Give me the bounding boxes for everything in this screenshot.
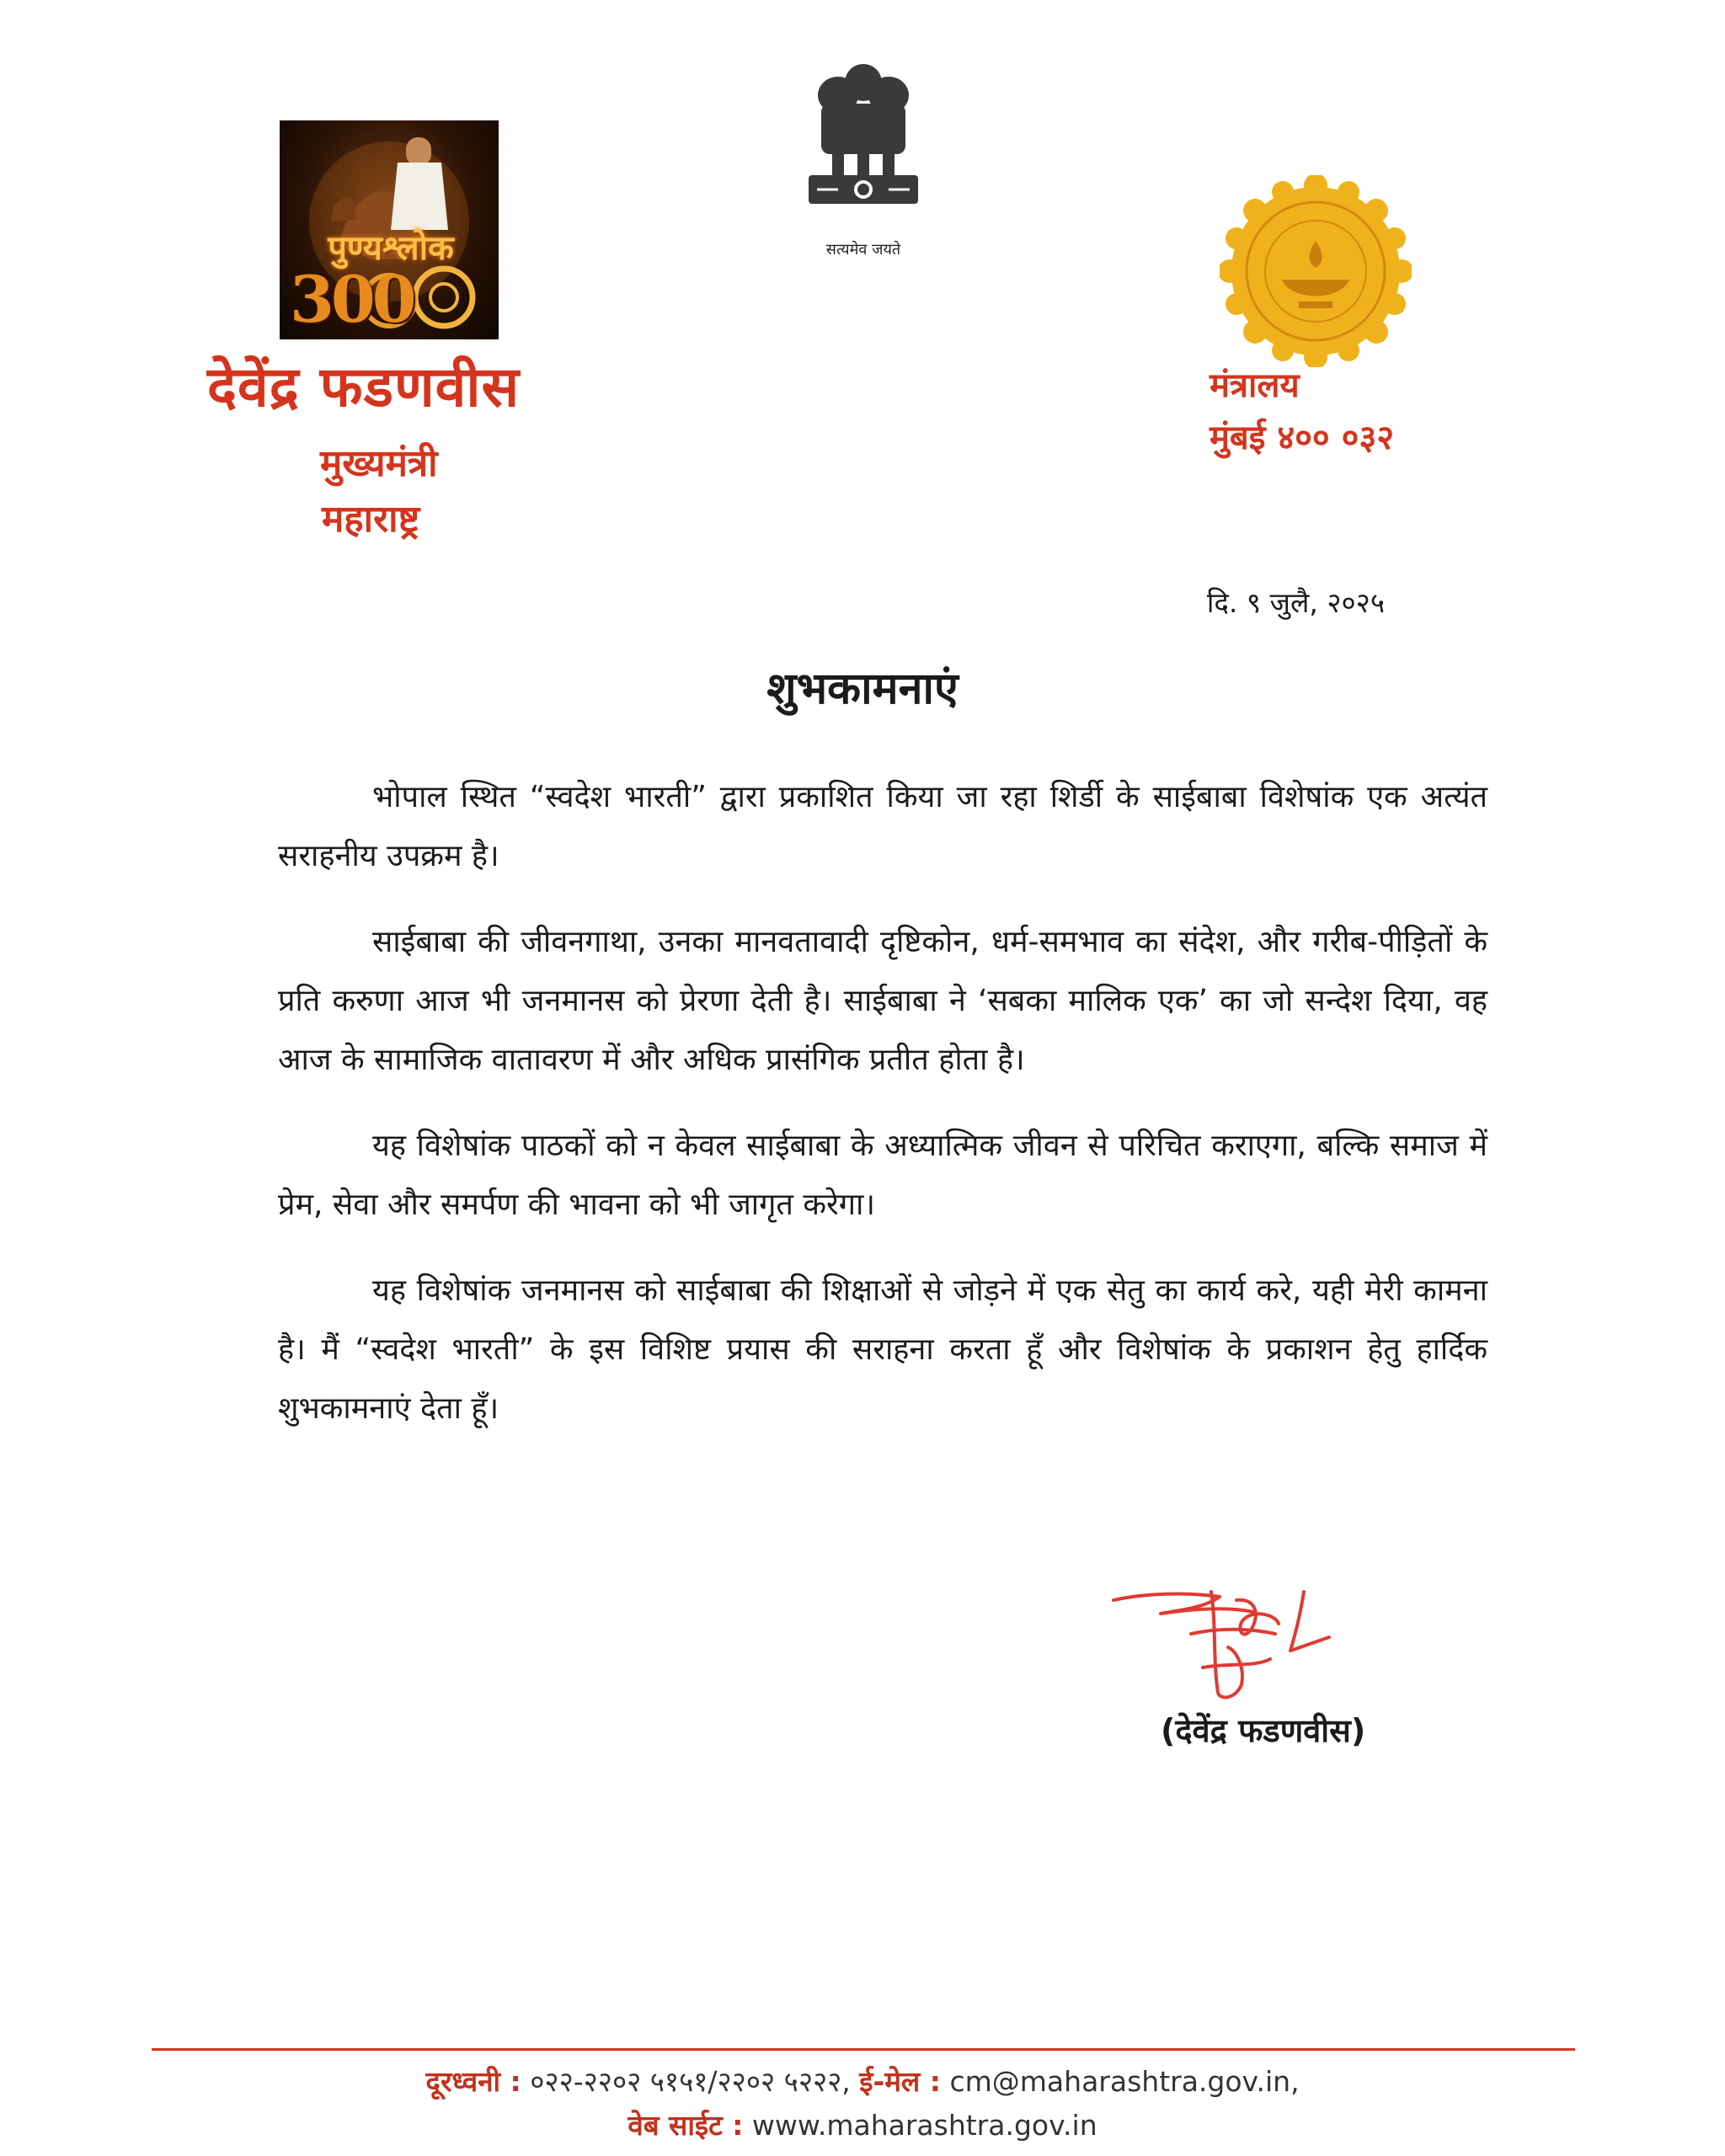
chief-minister-name: देवेंद्र फडणवीस — [207, 355, 521, 419]
letter-date: दि. ९ जुलै, २०२५ — [1206, 586, 1385, 619]
phone-label: दूरध्वनी : — [425, 2065, 521, 2098]
website-link[interactable]: www.maharashtra.gov.in — [751, 2109, 1097, 2142]
logo-number: 300 — [290, 262, 414, 337]
national-emblem-icon — [800, 57, 927, 209]
signatory-name: (देवेंद्र फडणवीस) — [1161, 1712, 1366, 1749]
footer-contact — [0, 2062, 1725, 2100]
body-paragraph: यह विशेषांक पाठकों को न केवल साईबाबा के अध्यात्मिक जीवन से परिचित कराएगा, बल्कि समाज में प्रेम, सेवा और समर्पण की भावना को भी जागृत करेगा। — [278, 1129, 1487, 1222]
email-link[interactable]: cm@maharashtra.gov.in, — [949, 2065, 1300, 2098]
emblem-motto: सत्यमेव जयते — [825, 241, 901, 259]
footer-divider — [152, 2048, 1575, 2051]
office-address: मुंबई ४०० ०३२ — [1210, 419, 1395, 457]
designation: मुख्यमंत्री — [320, 442, 438, 485]
phone-numbers: ०२२-२२०२ ५१५१/२२०२ ५२२२, — [530, 2065, 851, 2098]
logo-caption: पुण्यश्लोक — [328, 228, 454, 268]
body-paragraph: साईबाबा की जीवनगाथा, उनका मानवतावादी दृष्टिकोन, धर्म-समभाव का संदेश, और गरीब-पीड़ितों के प्रति करुणा आज भी जनमानस को प्रेरणा देती है। साईबाबा ने ‘सबका मालिक एक’ का जो सन्देश दिया, वह आज के सामाजिक वातावरण में और अधिक प्रासंगिक प्रतीत होता है। — [278, 925, 1487, 1077]
handwritten-signature — [1110, 1575, 1363, 1710]
footer-website — [0, 2105, 1725, 2143]
letter-body — [278, 768, 1487, 1465]
email-label: ई-मेल : — [859, 2065, 941, 2098]
punyashlok-logo — [280, 120, 499, 339]
maharashtra-seal-icon — [1220, 175, 1412, 367]
letter-heading: शुभकामनाएं — [766, 664, 959, 714]
office-name: मंत्रालय — [1210, 366, 1300, 405]
state-name: महाराष्ट्र — [322, 498, 420, 541]
website-label: वेब साईट : — [628, 2109, 744, 2142]
body-paragraph: यह विशेषांक जनमानस को साईबाबा की शिक्षाओं से जोड़ने में एक सेतु का कार्य करे, यही मेरी कामना है। मैं “स्वदेश भारती” के इस विशिष्ट प्रयास की सराहना करता हूँ और विशेषांक के प्रकाशन हेतु हार्दिक शुभकामनाएं देता हूँ। — [278, 1273, 1487, 1426]
body-paragraph: भोपाल स्थित “स्वदेश भारती” द्वारा प्रकाशित किया जा रहा शिर्डी के साईबाबा विशेषांक एक अत्यंत सराहनीय उपक्रम है। — [278, 780, 1487, 873]
